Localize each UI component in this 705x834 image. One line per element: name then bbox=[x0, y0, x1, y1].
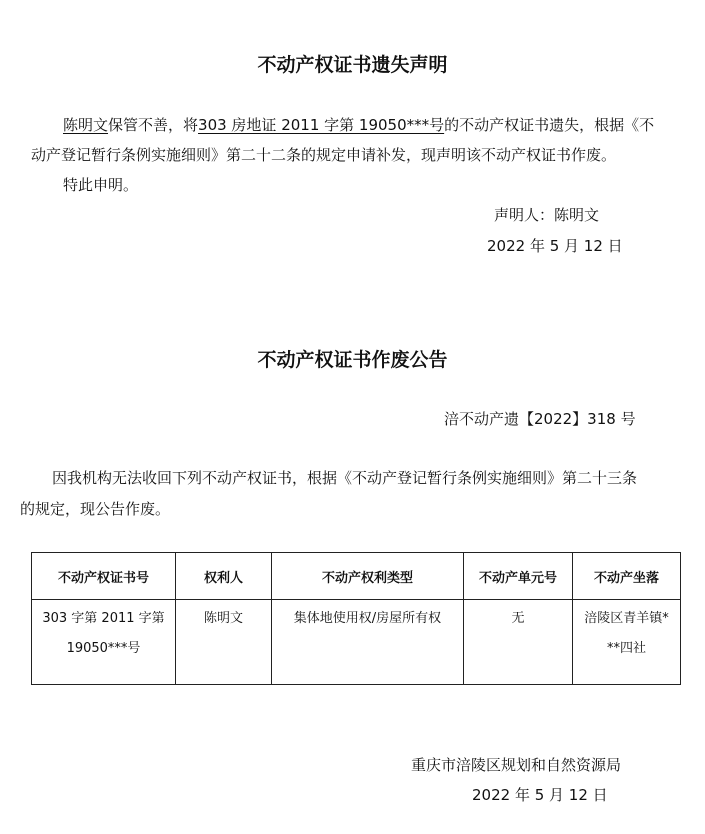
header-right-type: 不动产权利类型 bbox=[272, 553, 464, 600]
certificate-table bbox=[31, 552, 681, 685]
location-line1: 涪陵区青羊镇* bbox=[584, 611, 669, 626]
announcement-issuer: 重庆市涪陵区规划和自然资源局 bbox=[411, 756, 622, 774]
certificate-reference: 303 房地证 2011 字第 19050***号 bbox=[198, 116, 445, 134]
cell-right-type: 集体地使用权/房屋所有权 bbox=[272, 600, 464, 685]
statement-paragraph-line1 bbox=[63, 110, 654, 140]
statement-signature: 声明人：陈明文 bbox=[494, 206, 600, 224]
location-line2: **四社 bbox=[606, 641, 646, 656]
statement-title: 不动产权证书遗失声明 bbox=[257, 54, 448, 76]
cell-unit-no: 无 bbox=[464, 600, 573, 685]
announcement-paragraph-line2: 的规定，现公告作废。 bbox=[20, 500, 171, 518]
announcement-date: 2022 年 5 月 12 日 bbox=[472, 786, 608, 804]
statement-paragraph-line2: 动产登记暂行条例实施细则》第二十二条的规定申请补发，现声明该不动产权证书作废。 bbox=[31, 146, 617, 164]
announcement-doc-number: 涪不动产遗【2022】318 号 bbox=[444, 410, 636, 428]
declarant-name: 陈明文 bbox=[63, 116, 109, 134]
header-certificate-no: 不动产权证书号 bbox=[32, 553, 176, 600]
cell-owner: 陈明文 bbox=[176, 600, 272, 685]
header-owner: 权利人 bbox=[176, 553, 272, 600]
statement-text-a: 保管不善，将 bbox=[108, 116, 199, 134]
cell-certificate-no bbox=[32, 600, 176, 685]
announcement-title: 不动产权证书作废公告 bbox=[257, 349, 448, 371]
table-row bbox=[32, 600, 681, 685]
statement-text-b: 的不动产权证书遗失，根据《不 bbox=[444, 116, 655, 134]
table-header-row bbox=[32, 553, 681, 600]
certificate-no-line1: 303 字第 2011 字第 bbox=[42, 611, 165, 626]
header-location: 不动产坐落 bbox=[573, 553, 681, 600]
statement-closing: 特此申明。 bbox=[63, 176, 139, 194]
header-unit-no: 不动产单元号 bbox=[464, 553, 573, 600]
certificate-no-line2: 19050***号 bbox=[66, 641, 141, 656]
statement-date: 2022 年 5 月 12 日 bbox=[487, 237, 623, 255]
cell-location bbox=[573, 600, 681, 685]
announcement-paragraph-line1: 因我机构无法收回下列不动产权证书，根据《不动产登记暂行条例实施细则》第二十三条 bbox=[52, 469, 638, 487]
